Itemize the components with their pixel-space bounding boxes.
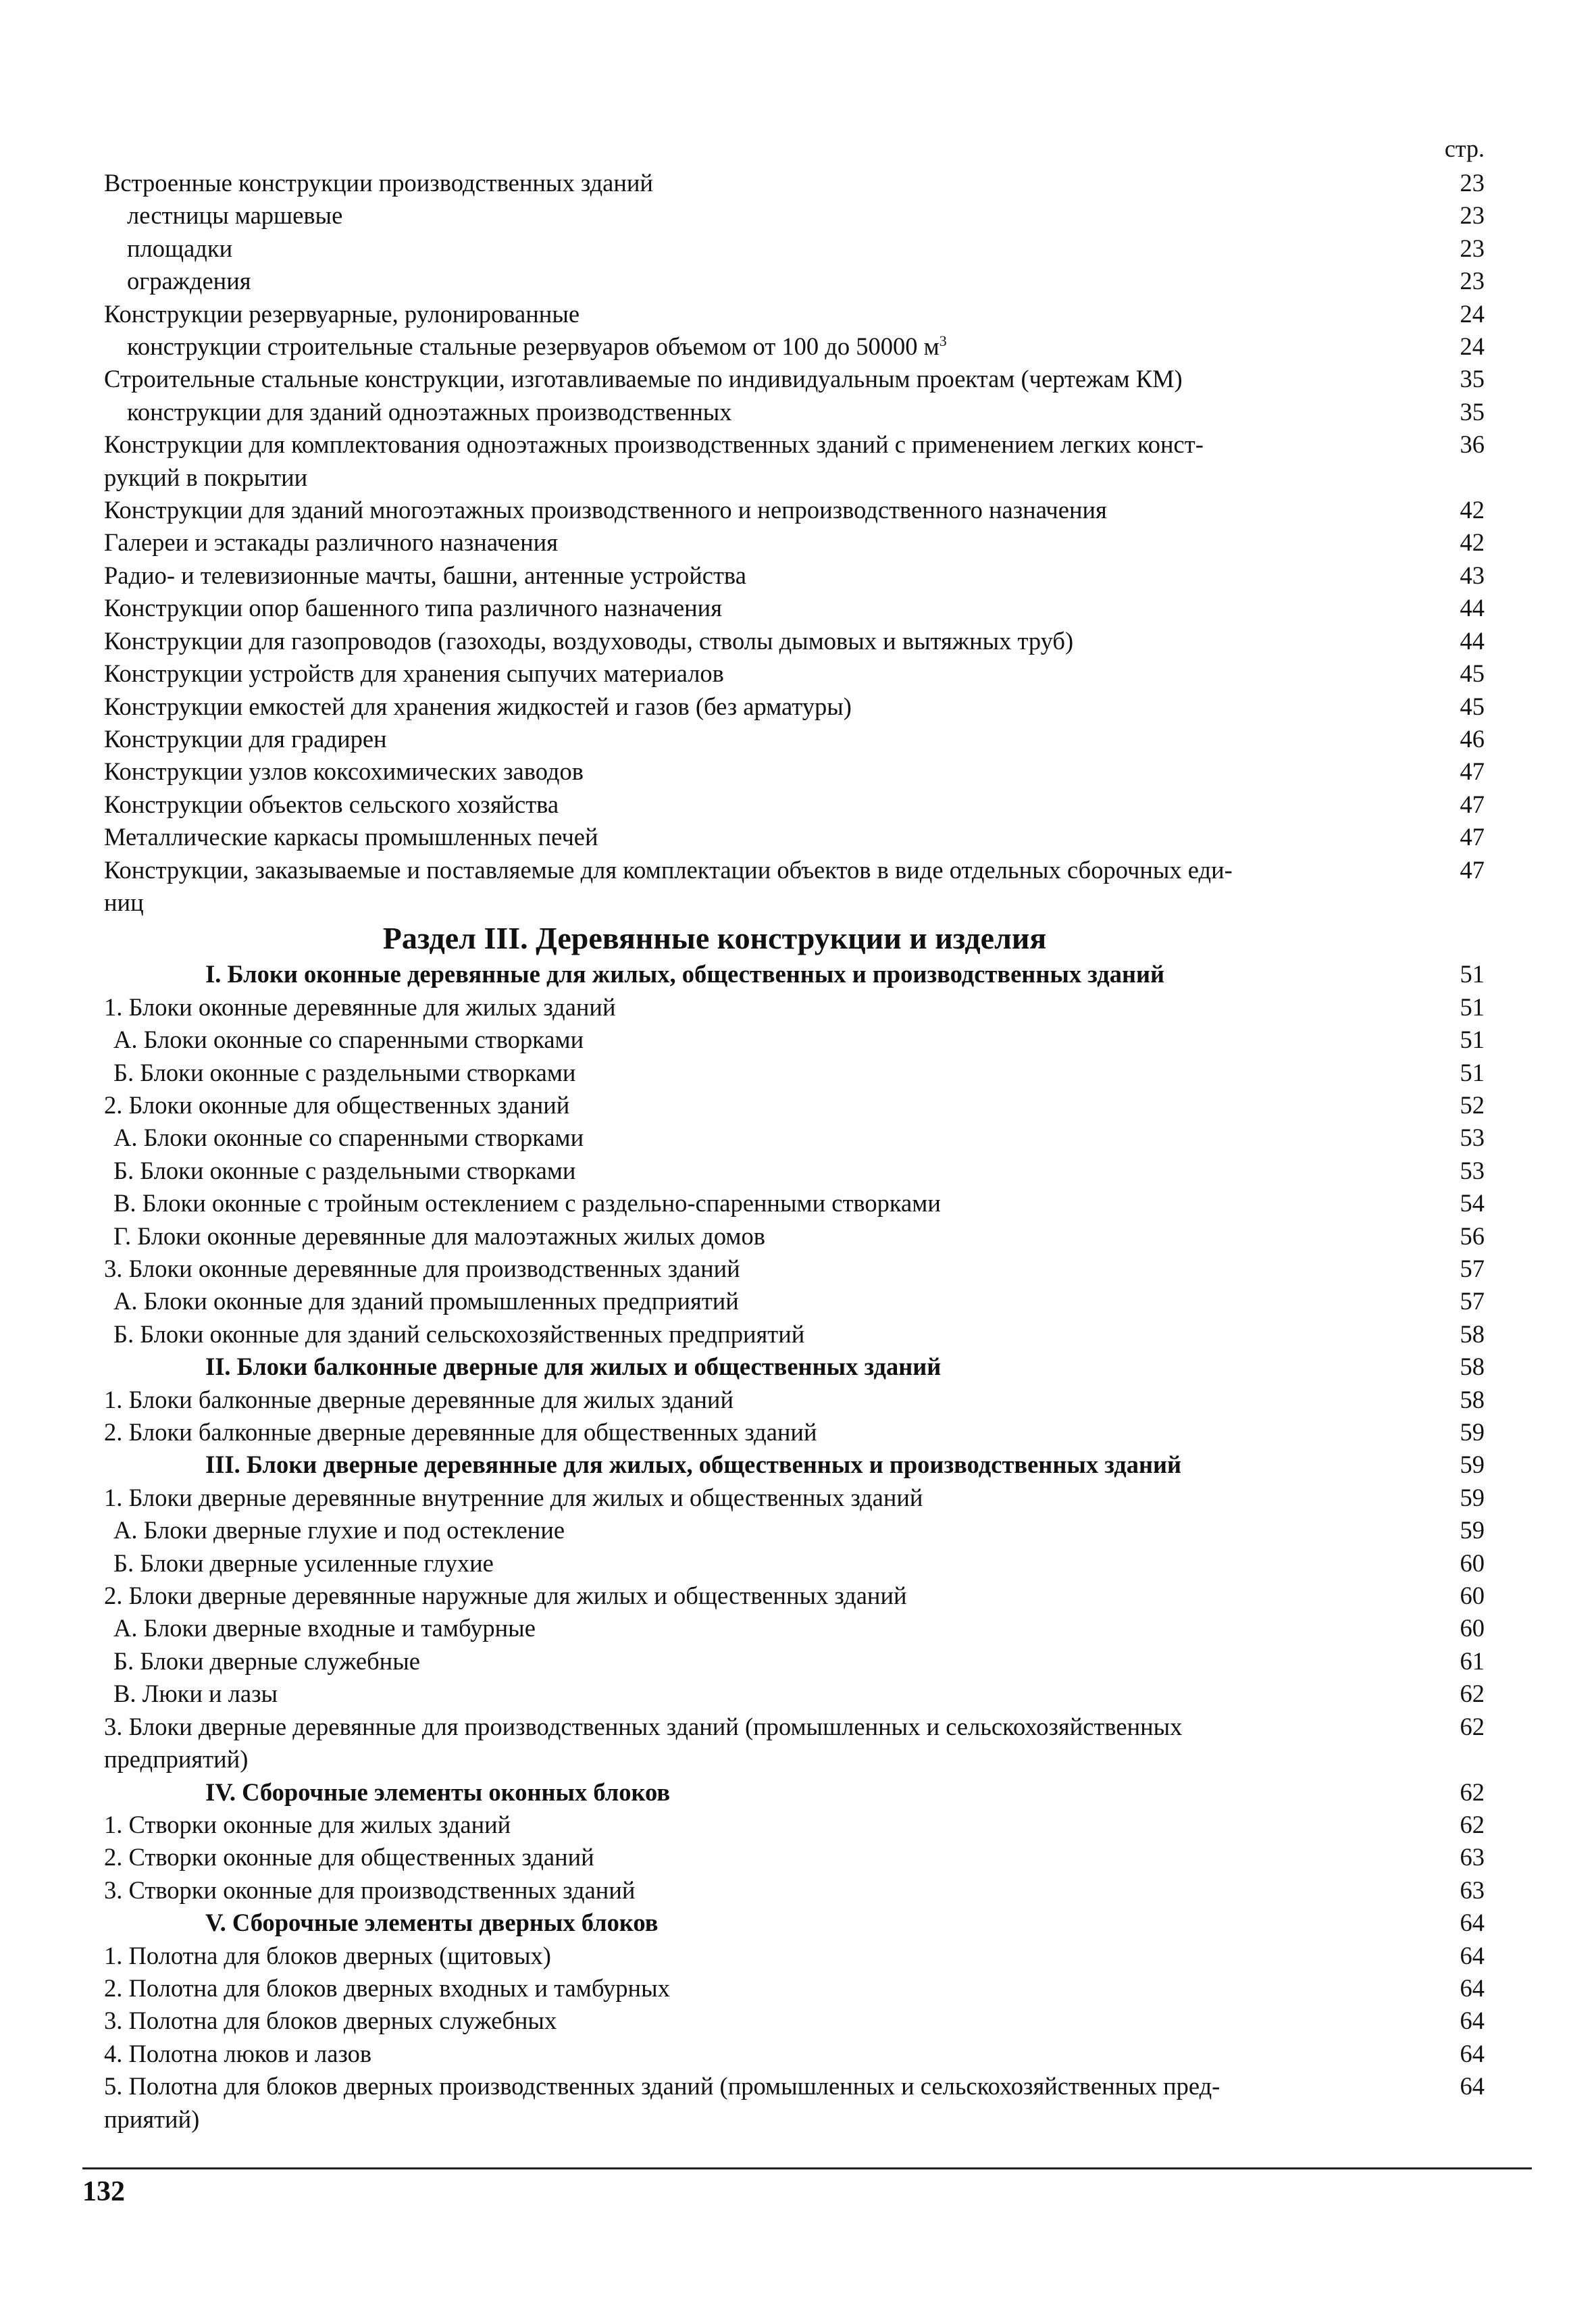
- toc-entry: [100, 265, 1485, 297]
- toc-page-number: 63: [1460, 1843, 1485, 1871]
- toc-entry-text: А. Блоки оконные со спаренными створками: [113, 1124, 584, 1152]
- toc-entry: [100, 657, 1485, 690]
- toc-entry-title: [104, 854, 1329, 886]
- toc-page-number: 59: [1460, 1451, 1485, 1479]
- toc-page-number: 62: [1460, 1778, 1485, 1806]
- toc-entry-text: Галереи и эстакады различного назначения: [104, 528, 558, 557]
- toc-entry-title: [113, 1285, 1329, 1317]
- toc-entry-text: Конструкции для зданий многоэтажных производственного и непроизводственного назначения: [104, 496, 1107, 524]
- toc-entry-title: [127, 396, 1329, 428]
- toc-entry-text: конструкции строительные стальные резервуаров объемом от 100 до 50000 м: [127, 332, 939, 361]
- toc-entry-text: 2. Блоки дверные деревянные наружные для жилых и общественных зданий: [104, 1582, 907, 1610]
- toc-entry-title: [104, 1416, 1329, 1449]
- toc-entry-title: [104, 991, 1329, 1024]
- toc-entry-title: [104, 494, 1329, 526]
- toc-entry-title: [104, 2070, 1329, 2103]
- toc-entry-text: А. Блоки оконные для зданий промышленных предприятий: [113, 1287, 739, 1315]
- toc-entry-title: [104, 526, 1329, 559]
- toc-entry-text: Г. Блоки оконные деревянные для малоэтажных жилых домов: [113, 1222, 766, 1250]
- toc-entry-title: [104, 1711, 1329, 1743]
- toc-entry-title: [127, 232, 1329, 265]
- toc-page-number: 58: [1460, 1353, 1485, 1381]
- toc-entry-title: [127, 330, 1329, 363]
- toc-page-number: 64: [1460, 1909, 1485, 1937]
- toc-page-number: 23: [1460, 234, 1485, 262]
- toc-entry: [100, 363, 1485, 395]
- toc-entry-title: [104, 592, 1329, 624]
- toc-page-number: 42: [1460, 496, 1485, 524]
- toc-page-number: 60: [1460, 1549, 1485, 1577]
- toc-page-number: 47: [1460, 757, 1485, 786]
- toc-entry-text: лестницы маршевые: [127, 201, 343, 230]
- toc-entry-title: [113, 1057, 1329, 1089]
- toc-page-number: 44: [1460, 594, 1485, 622]
- subsection-entry: [100, 958, 1485, 990]
- toc-entry: [100, 559, 1485, 592]
- toc-entry-text: Конструкции емкостей для хранения жидкостей и газов (без арматуры): [104, 692, 852, 720]
- toc-entry: [100, 1187, 1485, 1219]
- toc-entry-text: Б. Блоки оконные с раздельными створками: [113, 1058, 576, 1086]
- toc-page-number: 43: [1460, 561, 1485, 589]
- toc-page-number: 24: [1460, 332, 1485, 361]
- toc-entry-text: Конструкции, заказываемые и поставляемые для комплектации объектов в виде отдельных сборочных еди-: [104, 855, 1233, 884]
- toc-entry-continuation: рукций в покрытии: [104, 463, 308, 491]
- toc-entry: [100, 788, 1485, 821]
- toc-entry-title: [113, 1678, 1329, 1710]
- toc-entry-text: 2. Полотна для блоков дверных входных и тамбурных: [104, 1973, 670, 2002]
- toc-page-number: 44: [1460, 626, 1485, 655]
- toc-entry: [100, 1841, 1485, 1873]
- toc-entry-text: конструкции для зданий одноэтажных производственных: [127, 397, 732, 426]
- toc-page-number: 24: [1460, 299, 1485, 328]
- toc-entry: [100, 1220, 1485, 1253]
- toc-page-number: 47: [1460, 823, 1485, 851]
- toc-entry: [100, 232, 1485, 265]
- toc-entry-text: В. Блоки оконные с тройным остеклением с раздельно-спаренными створками: [113, 1189, 941, 1217]
- toc-entry-title: [104, 690, 1329, 723]
- subsection-entry: [100, 1449, 1485, 1481]
- toc-page-number: 23: [1460, 169, 1485, 197]
- toc-page-number: 64: [1460, 2072, 1485, 2101]
- toc-entry-title: [104, 559, 1329, 592]
- toc-entry-title: [113, 1645, 1329, 1678]
- toc-entry-text: А. Блоки дверные глухие и под остекление: [113, 1516, 565, 1544]
- toc-entry: [100, 592, 1485, 624]
- toc-entry: [100, 1711, 1485, 1776]
- toc-page-number: 23: [1460, 201, 1485, 230]
- toc-entry: [100, 494, 1485, 526]
- toc-entry: [100, 1612, 1485, 1644]
- toc-entry-title: [104, 958, 1329, 990]
- toc-entry-text: IV. Сборочные элементы оконных блоков: [205, 1778, 671, 1806]
- toc-page-number: 51: [1460, 960, 1485, 988]
- toc-entry: [100, 1384, 1485, 1416]
- toc-entry-title: [104, 1253, 1329, 1285]
- toc-entry-title: [104, 755, 1329, 788]
- toc-entry-title: [113, 1220, 1329, 1253]
- toc-entry-title: [104, 1580, 1329, 1612]
- toc-entry-title: [104, 788, 1329, 821]
- footer-divider: [82, 2167, 1532, 2169]
- toc-page-number: 59: [1460, 1516, 1485, 1544]
- toc-entry: [100, 428, 1485, 494]
- toc-page-number: 53: [1460, 1156, 1485, 1184]
- toc-page-number: 47: [1460, 855, 1485, 884]
- page-number: 132: [82, 2176, 125, 2207]
- toc-entry: [100, 1416, 1485, 1449]
- toc-entry-title: [127, 265, 1329, 297]
- toc-entry-text: 2. Створки оконные для общественных зданий: [104, 1843, 594, 1871]
- toc-page-number: 47: [1460, 790, 1485, 818]
- toc-entry: [100, 755, 1485, 788]
- toc-entry-title: [104, 167, 1329, 199]
- toc-entry-title: [104, 1809, 1329, 1841]
- toc-entry-text: В. Люки и лазы: [113, 1680, 278, 1708]
- toc-entry: [100, 1547, 1485, 1580]
- toc-entry-text: 2. Блоки балконные дверные деревянные для общественных зданий: [104, 1418, 817, 1447]
- toc-entry: [100, 625, 1485, 657]
- toc-page-number: 62: [1460, 1810, 1485, 1838]
- toc-entry: [100, 167, 1485, 199]
- toc-page-number: 57: [1460, 1255, 1485, 1282]
- toc-entry-text: 3. Створки оконные для производственных зданий: [104, 1876, 636, 1904]
- toc-entry-continuation: ниц: [104, 888, 144, 916]
- subsection-entry: [100, 1776, 1485, 1809]
- toc-entry-text: II. Блоки балконные дверные для жилых и общественных зданий: [205, 1353, 942, 1381]
- toc-entry: [100, 2070, 1485, 2136]
- toc-entry: [100, 1940, 1485, 1972]
- toc-entry-title: [113, 1547, 1329, 1580]
- toc-entry: [100, 1122, 1485, 1154]
- toc-entry-title: [104, 428, 1329, 461]
- toc-page-number: 52: [1460, 1090, 1485, 1119]
- toc-entry-text: А. Блоки оконные со спаренными створками: [113, 1026, 584, 1054]
- toc-entry-title: [104, 1776, 1329, 1809]
- toc-entry-title: [104, 625, 1329, 657]
- toc-page-number: 64: [1460, 2039, 1485, 2067]
- toc-entry-title: [113, 1612, 1329, 1644]
- toc-entry: [100, 1024, 1485, 1056]
- toc-entry-title: [104, 1940, 1329, 1972]
- toc-entry-title: [104, 1449, 1329, 1481]
- subsection-entry: [100, 1907, 1485, 1939]
- toc-entry: [100, 330, 1485, 363]
- toc-page-number: 57: [1460, 1287, 1485, 1315]
- toc-entry: [100, 1318, 1485, 1351]
- toc-entry: [100, 1678, 1485, 1710]
- toc-page-number: 58: [1460, 1385, 1485, 1413]
- toc-entry-text: Конструкции устройств для хранения сыпучих материалов: [104, 659, 724, 688]
- superscript: 3: [939, 332, 947, 349]
- toc-entry-title: [104, 1384, 1329, 1416]
- toc-entry-text: III. Блоки дверные деревянные для жилых, общественных и производственных зданий: [205, 1451, 1182, 1479]
- toc-entry-title: [104, 657, 1329, 690]
- toc-entry-text: 2. Блоки оконные для общественных зданий: [104, 1090, 570, 1119]
- toc-entry: [100, 199, 1485, 232]
- toc-entry: [100, 526, 1485, 559]
- toc-page-number: 51: [1460, 992, 1485, 1021]
- toc-entry-title: [113, 1514, 1329, 1546]
- toc-page-number: 46: [1460, 724, 1485, 753]
- toc-page-number: 62: [1460, 1712, 1485, 1740]
- toc-page-number: 64: [1460, 1973, 1485, 2002]
- table-of-contents: [100, 167, 1485, 2136]
- toc-entry-text: Конструкции для газопроводов (газоходы, воздуховоды, стволы дымовых и вытяжных труб): [104, 626, 1074, 655]
- toc-entry-text: Конструкции узлов коксохимических заводов: [104, 757, 584, 786]
- toc-entry-title: [127, 199, 1329, 232]
- toc-entry: [100, 1089, 1485, 1122]
- toc-page-number: 58: [1460, 1319, 1485, 1348]
- toc-entry-text: Б. Блоки оконные с раздельными створками: [113, 1156, 576, 1184]
- toc-page-number: 62: [1460, 1680, 1485, 1708]
- toc-page-number: 45: [1460, 659, 1485, 688]
- toc-entry-title: [104, 1089, 1329, 1122]
- toc-entry-text: А. Блоки дверные входные и тамбурные: [113, 1614, 536, 1642]
- toc-entry-text: Металлические каркасы промышленных печей: [104, 823, 598, 851]
- toc-entry-title: [104, 298, 1329, 330]
- toc-entry-continuation: предприятий): [104, 1745, 249, 1774]
- toc-entry-text: 3. Полотна для блоков дверных служебных: [104, 2007, 557, 2035]
- toc-page-number: 60: [1460, 1614, 1485, 1642]
- toc-page-number: 59: [1460, 1483, 1485, 1511]
- toc-entry-title: [104, 1907, 1329, 1939]
- toc-entry-title: [104, 1482, 1329, 1514]
- toc-entry: [100, 1253, 1485, 1285]
- toc-page-number: 23: [1460, 267, 1485, 295]
- toc-entry-title: [113, 1187, 1329, 1219]
- toc-entry-text: Б. Блоки дверные служебные: [113, 1646, 420, 1675]
- toc-entry-title: [104, 1351, 1329, 1383]
- toc-entry-text: 5. Полотна для блоков дверных производственных зданий (промышленных и сельскохозяйственных пред-: [104, 2072, 1220, 2101]
- toc-entry-text: 4. Полотна люков и лазов: [104, 2039, 372, 2067]
- toc-entry-text: Радио- и телевизионные мачты, башни, антенные устройства: [104, 561, 746, 589]
- toc-entry-title: [104, 2005, 1329, 2037]
- toc-entry-text: Конструкции объектов сельского хозяйства: [104, 790, 559, 818]
- toc-page-number: 54: [1460, 1189, 1485, 1217]
- toc-page-number: 35: [1460, 365, 1485, 393]
- toc-entry: [100, 2038, 1485, 2070]
- toc-page-number: 53: [1460, 1124, 1485, 1152]
- toc-page-number: 42: [1460, 528, 1485, 557]
- toc-entry-title: [104, 363, 1329, 395]
- toc-entry: [100, 690, 1485, 723]
- toc-page-number: 56: [1460, 1222, 1485, 1250]
- toc-entry-text: Конструкции для градирен: [104, 724, 387, 753]
- toc-page-number: 51: [1460, 1058, 1485, 1086]
- toc-entry: [100, 1057, 1485, 1089]
- toc-entry-text: 3. Блоки дверные деревянные для производственных зданий (промышленных и сельскохозяйственных: [104, 1712, 1183, 1740]
- toc-entry: [100, 1809, 1485, 1841]
- toc-entry-text: 1. Блоки оконные деревянные для жилых зданий: [104, 992, 616, 1021]
- section-heading: Раздел III. Деревянные конструкции и изделия: [382, 921, 1047, 956]
- page-column-header: стр.: [1444, 135, 1485, 162]
- toc-entry-text: 1. Полотна для блоков дверных (щитовых): [104, 1941, 551, 1969]
- toc-entry: [100, 1482, 1485, 1514]
- toc-entry: [100, 1514, 1485, 1546]
- toc-page-number: 61: [1460, 1646, 1485, 1675]
- toc-entry: [100, 991, 1485, 1024]
- subsection-entry: [100, 1351, 1485, 1383]
- toc-page-number: 59: [1460, 1418, 1485, 1447]
- toc-entry: [100, 298, 1485, 330]
- toc-entry: [100, 821, 1485, 853]
- toc-entry-text: 1. Блоки балконные дверные деревянные для жилых зданий: [104, 1385, 733, 1413]
- toc-entry: [100, 1285, 1485, 1317]
- toc-entry: [100, 396, 1485, 428]
- toc-page-number: 45: [1460, 692, 1485, 720]
- toc-entry: [100, 854, 1485, 920]
- toc-entry-text: Конструкции резервуарные, рулонированные: [104, 299, 580, 328]
- toc-entry: [100, 1155, 1485, 1187]
- toc-page-number: 36: [1460, 430, 1485, 459]
- toc-entry-title: [104, 1841, 1329, 1873]
- toc-entry-title: [104, 2038, 1329, 2070]
- toc-entry: [100, 1580, 1485, 1612]
- toc-page-number: 63: [1460, 1876, 1485, 1904]
- toc-page-number: 60: [1460, 1582, 1485, 1610]
- toc-entry-text: 1. Створки оконные для жилых зданий: [104, 1810, 511, 1838]
- toc-entry: [100, 1645, 1485, 1678]
- toc-entry-text: площадки: [127, 234, 233, 262]
- toc-page-number: 64: [1460, 2007, 1485, 2035]
- toc-entry-title: [104, 1972, 1329, 2005]
- toc-entry-text: Конструкции для комплектования одноэтажных производственных зданий с применением легких конст-: [104, 430, 1204, 459]
- toc-entry-text: V. Сборочные элементы дверных блоков: [205, 1909, 659, 1937]
- toc-entry: [100, 1874, 1485, 1907]
- toc-entry-title: [113, 1318, 1329, 1351]
- toc-entry: [100, 1972, 1485, 2005]
- toc-entry-text: Встроенные конструкции производственных зданий: [104, 169, 653, 197]
- toc-entry-text: Б. Блоки дверные усиленные глухие: [113, 1549, 494, 1577]
- toc-entry-continuation: приятий): [104, 2105, 200, 2133]
- toc-entry-text: 1. Блоки дверные деревянные внутренние для жилых и общественных зданий: [104, 1483, 923, 1511]
- toc-entry-text: ограждения: [127, 267, 251, 295]
- toc-entry: [100, 2005, 1485, 2037]
- toc-entry-text: Конструкции опор башенного типа различного назначения: [104, 594, 722, 622]
- toc-page-number: 64: [1460, 1941, 1485, 1969]
- toc-entry-title: [104, 821, 1329, 853]
- toc-entry-title: [104, 723, 1329, 755]
- toc-entry-text: Б. Блоки оконные для зданий сельскохозяйственных предприятий: [113, 1319, 805, 1348]
- toc-entry-title: [113, 1122, 1329, 1154]
- toc-entry-text: 3. Блоки оконные деревянные для производственных зданий: [104, 1255, 740, 1282]
- toc-entry-title: [113, 1024, 1329, 1056]
- toc-page-number: 51: [1460, 1026, 1485, 1054]
- toc-entry-title: [113, 1155, 1329, 1187]
- toc-entry: [100, 723, 1485, 755]
- toc-entry-text: Строительные стальные конструкции, изготавливаемые по индивидуальным проектам (чертежам КМ): [104, 365, 1183, 393]
- toc-entry-text: I. Блоки оконные деревянные для жилых, общественных и производственных зданий: [205, 960, 1165, 988]
- toc-entry-title: [104, 1874, 1329, 1907]
- toc-page-number: 35: [1460, 397, 1485, 426]
